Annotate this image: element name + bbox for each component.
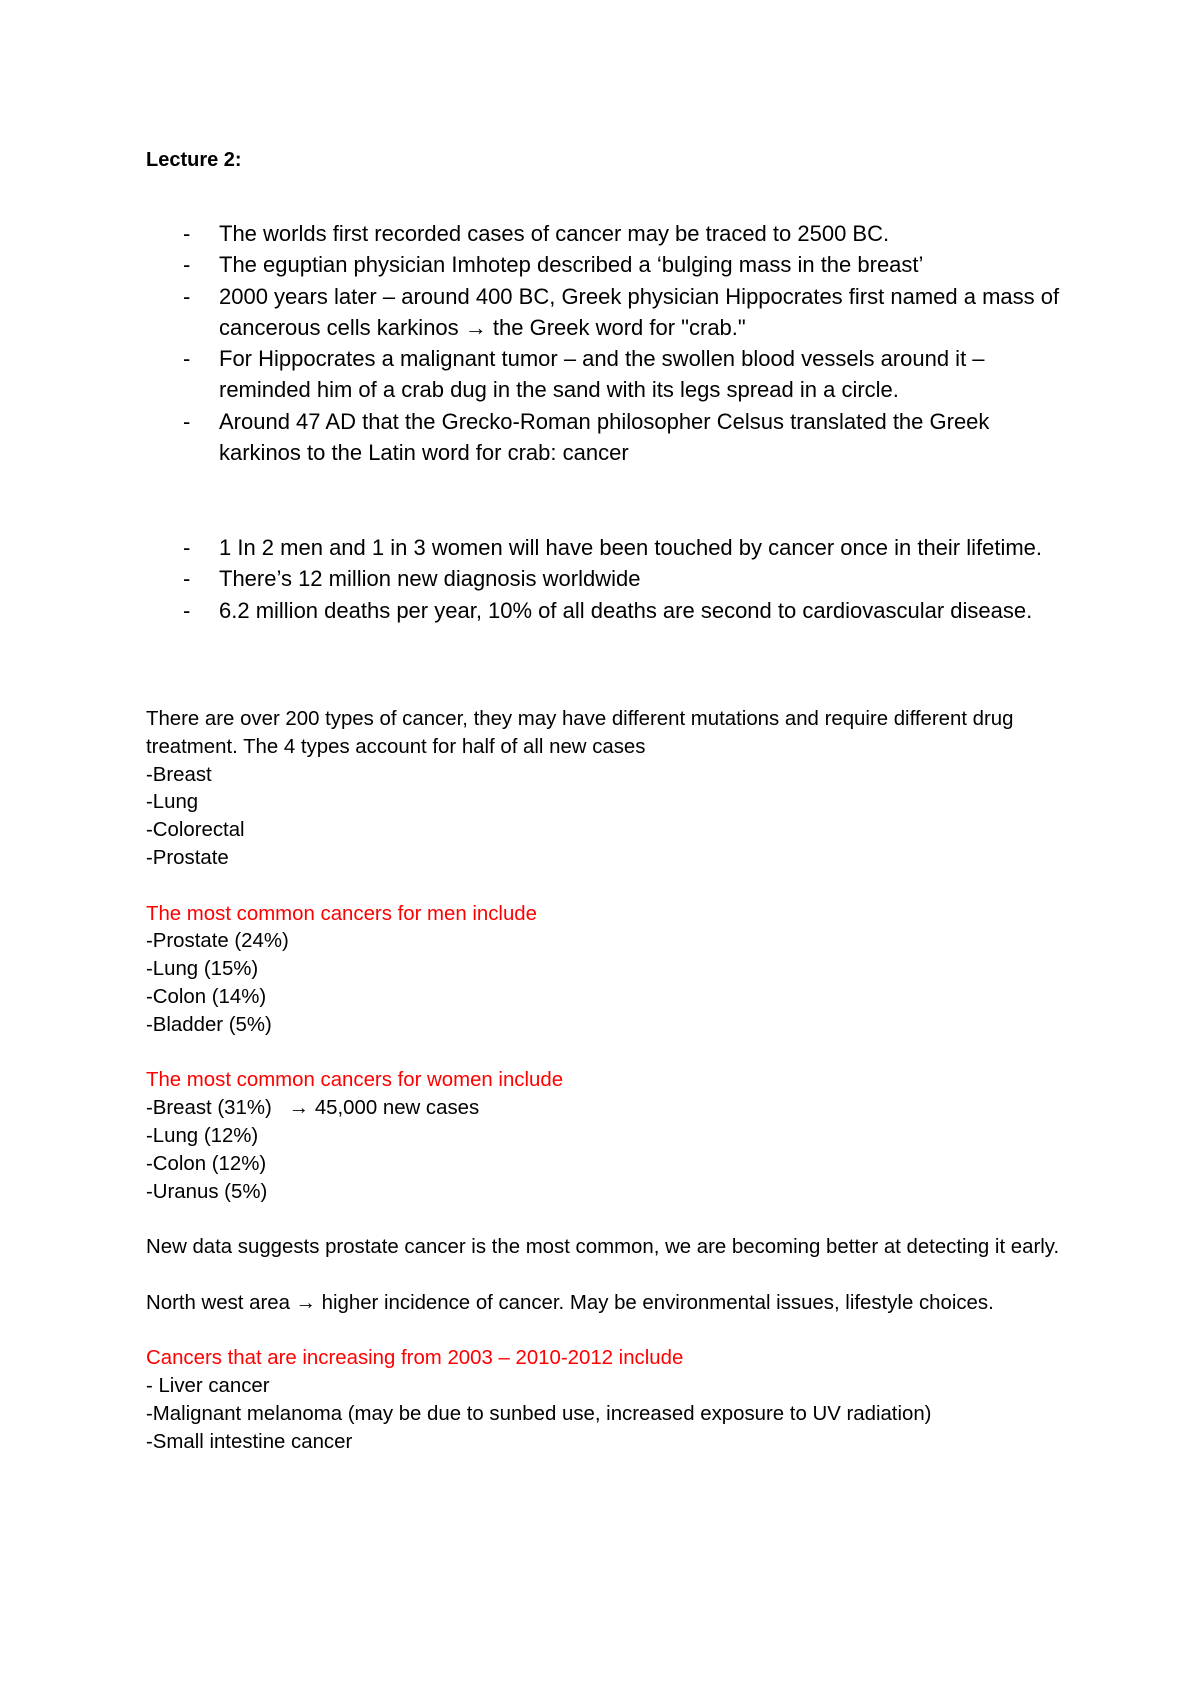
list-item [146, 218, 1066, 249]
list-item: -Lung [146, 791, 199, 814]
bullet-marker: - [183, 535, 191, 560]
spacer [146, 1040, 1066, 1068]
list-item [146, 563, 1066, 594]
spacer [146, 873, 1066, 901]
list-item [146, 249, 1066, 280]
list-item: -Colorectal [146, 819, 245, 842]
northwest-note-paragraph: North west area → higher incidence of cancer. May be environmental issues, lifestyle choices. [146, 1291, 994, 1314]
list-item: -Prostate (24%) [146, 930, 289, 953]
statistics-bullet-list [146, 532, 1066, 626]
bullet-text: 6.2 million deaths per year, 10% of all deaths are second to cardiovascular disease. [219, 597, 1033, 623]
list-item [146, 281, 1066, 344]
bullet-text: Around 47 AD that the Grecko-Roman philosopher Celsus translated the Greek karkinos to the Latin word for crab: cancer [219, 408, 990, 466]
increasing-section-heading: Cancers that are increasing from 2003 – 2010-2012 include [146, 1347, 684, 1370]
list-item: -Small intestine cancer [146, 1430, 353, 1453]
spacer [146, 1262, 1066, 1290]
history-bullet-list [146, 218, 1066, 468]
list-item: -Breast [146, 763, 212, 786]
spacer [146, 1206, 1066, 1234]
list-item [146, 343, 1066, 406]
list-item: -Lung (12%) [146, 1124, 259, 1147]
bullet-text: For Hippocrates a malignant tumor – and the swollen blood vessels around it – reminded him of a crab dug in the sand with its legs spread in a circle. [219, 346, 985, 403]
list-item [146, 595, 1066, 626]
list-item: -Breast (31%) → 45,000 new cases [146, 1097, 480, 1120]
list-item: -Colon (14%) [146, 985, 267, 1008]
list-item: - Liver cancer [146, 1375, 270, 1398]
bullet-marker: - [183, 408, 191, 434]
bullet-marker: - [183, 597, 191, 623]
list-item: -Colon (12%) [146, 1152, 267, 1175]
list-item [146, 406, 1066, 469]
women-section-heading: The most common cancers for women include [146, 1069, 564, 1092]
bullet-marker: - [183, 283, 191, 309]
bullet-text: There’s 12 million new diagnosis worldwide [219, 566, 641, 592]
list-item: -Uranus (5%) [146, 1180, 268, 1203]
list-item: -Bladder (5%) [146, 1013, 272, 1036]
prostate-note-paragraph: New data suggests prostate cancer is the most common, we are becoming better at detecting it early. [146, 1236, 1060, 1259]
bullet-marker: - [183, 221, 191, 246]
bullet-marker: - [183, 252, 191, 278]
bullet-text: The worlds first recorded cases of cancer may be traced to 2500 BC. [219, 221, 890, 246]
list-item: -Prostate [146, 846, 229, 869]
bullet-marker: - [183, 346, 191, 372]
types-intro-paragraph: There are over 200 types of cancer, they may have different mutations and require different drug treatment. The 4 types account for half of all new cases [146, 708, 1014, 758]
bullet-text: The eguptian physician Imhotep described a ‘bulging mass in the breast’ [219, 252, 924, 278]
bullet-text: 1 In 2 men and 1 in 3 women will have been touched by cancer once in their lifetime. [219, 535, 1043, 560]
men-section-heading: The most common cancers for men include [146, 902, 537, 925]
list-item: -Lung (15%) [146, 958, 259, 981]
spacer [146, 1318, 1066, 1346]
bullet-marker: - [183, 566, 191, 592]
body-text [146, 706, 1066, 1457]
bullet-text: 2000 years later – around 400 BC, Greek physician Hippocrates first named a mass of cancerous cells karkinos → the Greek word for "crab." [219, 283, 1060, 340]
list-item [146, 532, 1066, 563]
list-item: -Malignant melanoma (may be due to sunbed use, increased exposure to UV radiation) [146, 1402, 932, 1425]
lecture-heading: Lecture 2: [146, 149, 242, 171]
